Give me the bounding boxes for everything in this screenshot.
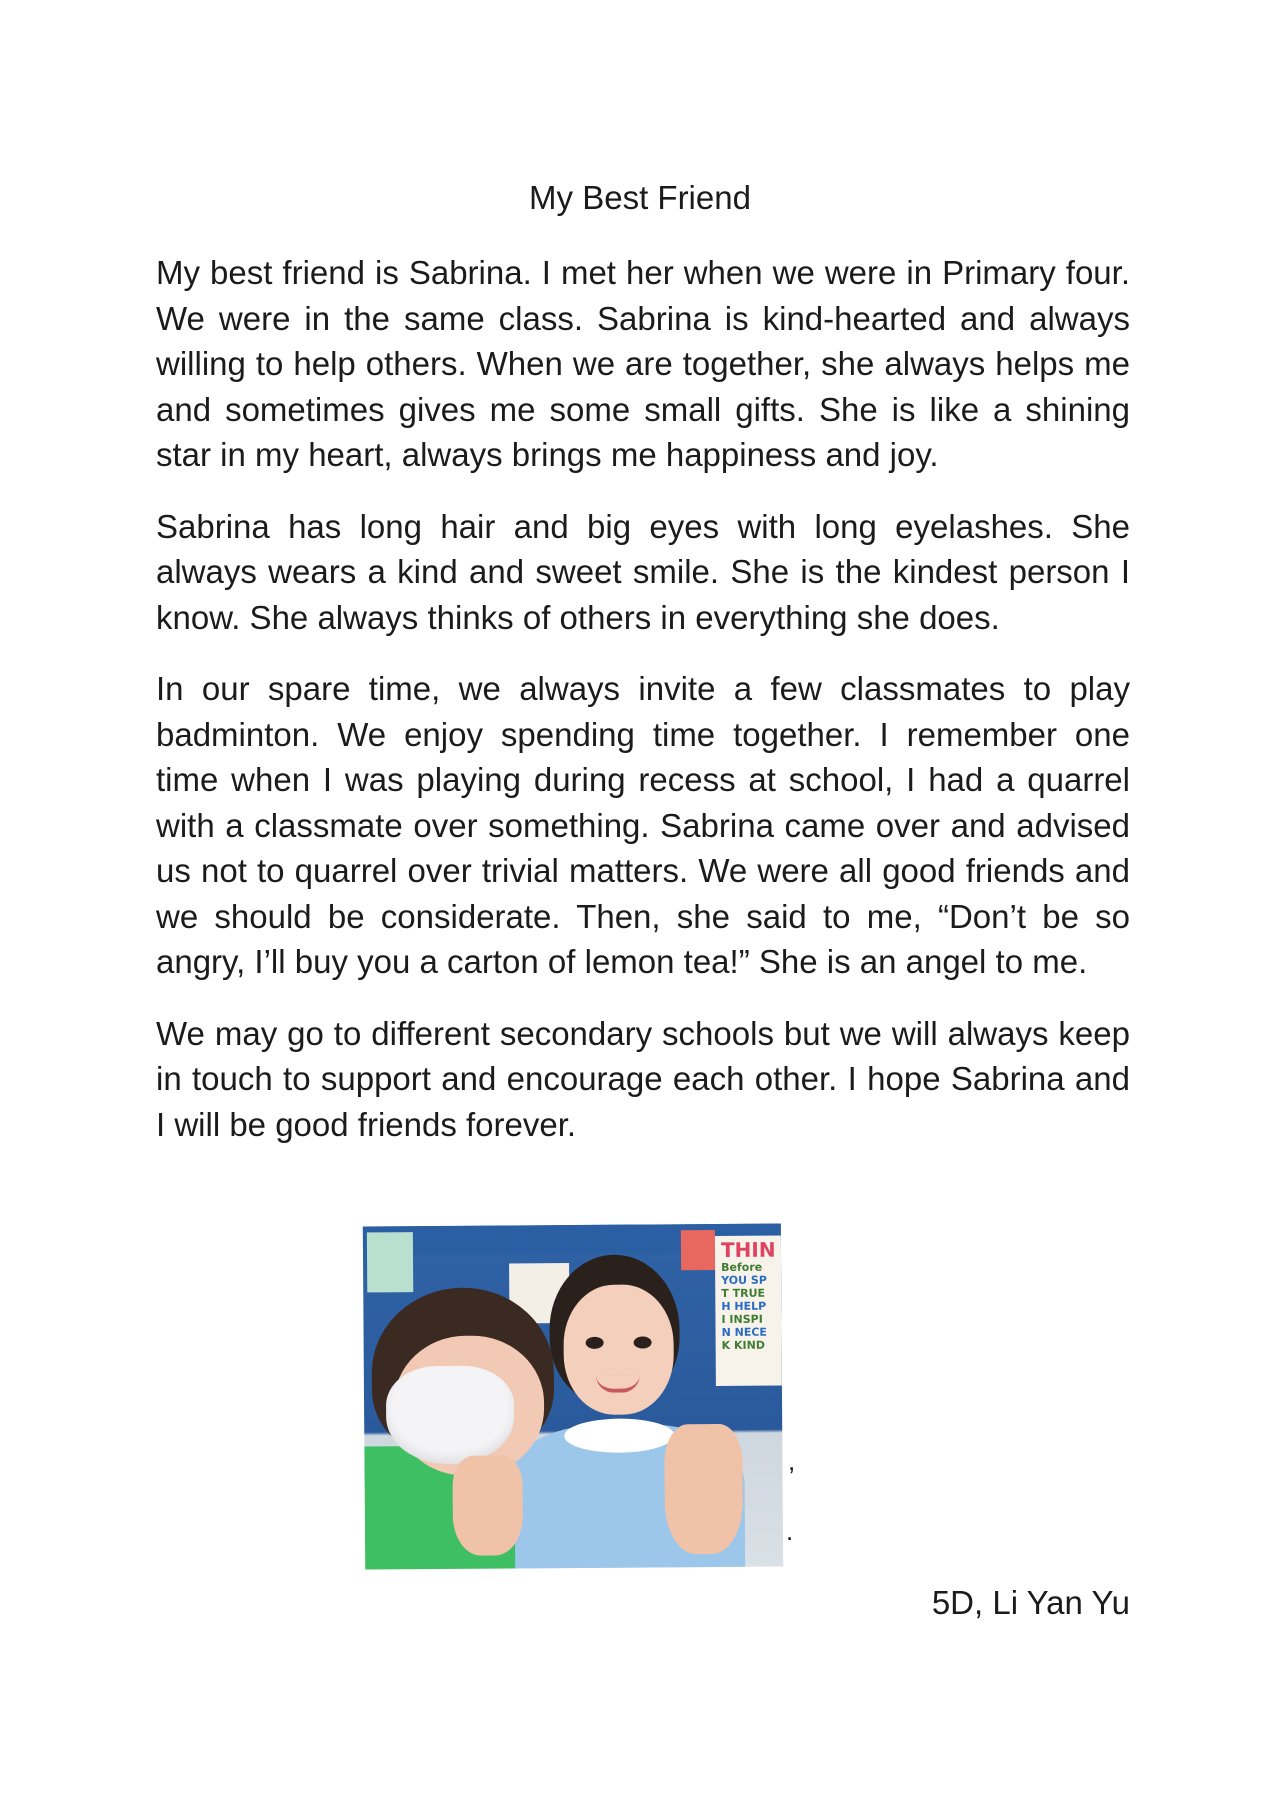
poster-left <box>367 1232 413 1292</box>
stray-comma: , <box>788 1446 796 1476</box>
poster-line: I INSPI <box>721 1312 763 1326</box>
paragraph-4: We may go to different secondary schools but we will always keep in touch to support and encourage each other. I hope Sabrina and I will be good friends forever. <box>156 1014 1130 1143</box>
poster-red <box>681 1230 715 1270</box>
eye <box>634 1336 652 1348</box>
face-mask <box>386 1365 515 1464</box>
poster-line: T TRUE <box>721 1286 766 1300</box>
peace-sign-hand <box>664 1424 743 1555</box>
essay-body <box>156 250 1130 1173</box>
poster-line: N NECE <box>721 1325 767 1339</box>
girl-right-face <box>563 1284 674 1415</box>
paragraph-2: Sabrina has long hair and big eyes with long eyelashes. She always wears a kind and sweet smile. She is the kindest person I know. She always thinks of others in everything she does. <box>156 507 1130 636</box>
paragraph-3: In our spare time, we always invite a few classmates to play badminton. We enjoy spending time together. I remember one time when I was playing during recess at school, I had a quarrel with a classmate over something. Sabrina came over and advised us not to quarrel over trivial matters. We were all good friends and we should be considerate. Then, she said to me, “Don’t be so angry, I’ll buy you a carton of lemon tea!” She is an angel to me. <box>156 670 1130 980</box>
think-poster <box>715 1236 782 1386</box>
friends-photo <box>363 1224 783 1570</box>
poster-line: K KIND <box>721 1338 766 1352</box>
stray-dot: . <box>786 1516 794 1546</box>
paragraph-1: My best friend is Sabrina. I met her when we were in Primary four. We were in the same class. Sabrina is kind-hearted and always willing to help others. When we are together, she always helps me and sometimes gives me some small gifts. She is like a shining star in my heart, always brings me happiness and joy. <box>156 254 1130 473</box>
poster-line: Before <box>721 1260 763 1274</box>
eye <box>586 1337 604 1349</box>
page-title: My Best Friend <box>529 179 751 216</box>
peace-sign-hand <box>452 1455 523 1555</box>
poster-line: H HELP <box>721 1299 767 1313</box>
author-signature: 5D, Li Yan Yu <box>931 1584 1130 1621</box>
poster-line: THIN <box>720 1237 776 1262</box>
poster-line: YOU SP <box>721 1273 767 1287</box>
